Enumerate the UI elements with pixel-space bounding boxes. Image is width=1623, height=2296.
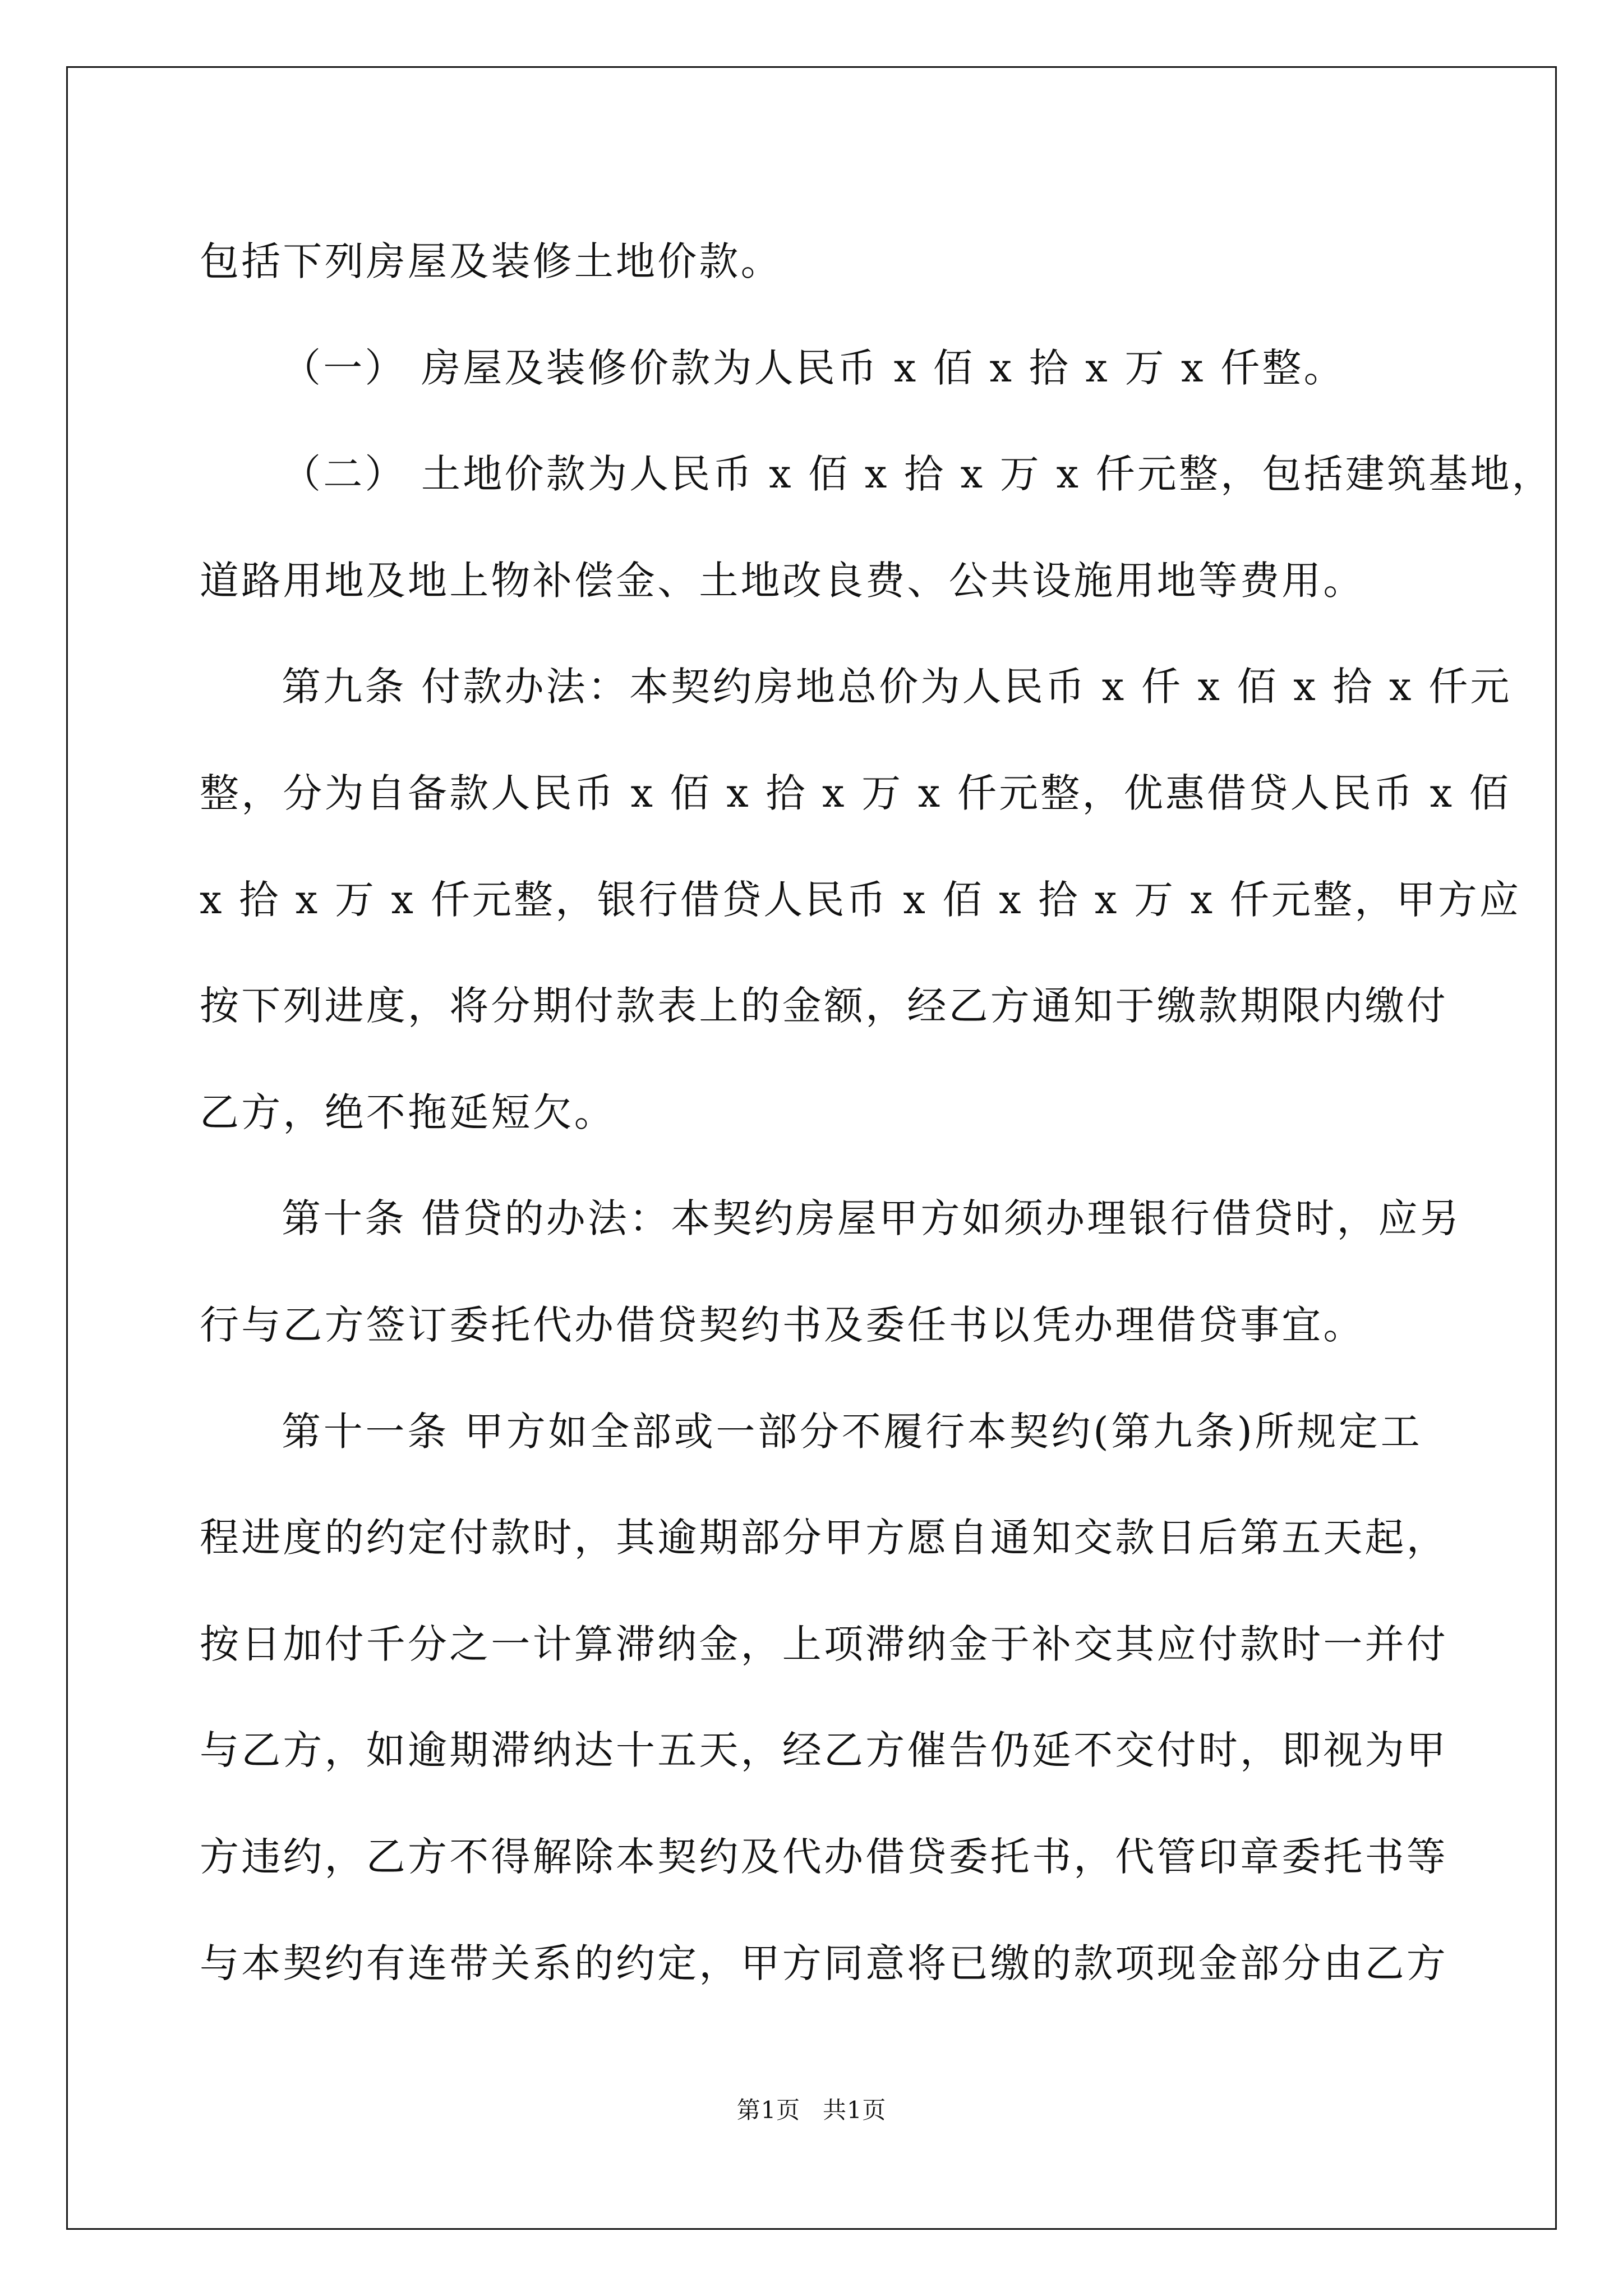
text-line: 程进度的约定付款时，其逾期部分甲方愿自通知交款日后第五天起， <box>200 1515 1448 1561</box>
document-body <box>200 209 1553 2017</box>
text-line: 道路用地及地上物补偿金、土地改良费、公共设施用地等费用。 <box>200 557 1365 604</box>
text-line: 行与乙方签订委托代办借贷契约书及委任书以凭办理借贷事宜。 <box>200 1301 1365 1348</box>
text-line: （二） 土地价款为人民币 x 佰 x 拾 x 万 x 仟元整，包括建筑基地， <box>282 451 1553 498</box>
text-line: 整，分为自备款人民币 x 佰 x 拾 x 万 x 仟元整，优惠借贷人民币 x 佰 <box>200 770 1511 816</box>
text-line: 乙方，绝不拖延短欠。 <box>200 1089 616 1135</box>
text-line: 与乙方，如逾期滞纳达十五天，经乙方催告仍延不交付时，即视为甲 <box>200 1727 1448 1774</box>
text-line: 第九条 付款办法：本契约房地总价为人民币 x 仟 x 佰 x 拾 x 仟元 <box>282 664 1512 710</box>
text-line: 与本契约有连带关系的约定，甲方同意将已缴的款项现金部分由乙方 <box>200 1940 1448 1986</box>
text-line: 第十条 借贷的办法：本契约房屋甲方如须办理银行借贷时，应另 <box>282 1195 1462 1242</box>
page-number-current: 第1页 <box>736 2096 800 2124</box>
text-line: （一） 房屋及装修价款为人民币 x 佰 x 拾 x 万 x 仟整。 <box>282 344 1345 391</box>
text-line: 方违约，乙方不得解除本契约及代办借贷委托书，代管印章委托书等 <box>200 1833 1448 1880</box>
text-line: 包括下列房屋及装修土地价款。 <box>200 238 782 284</box>
text-line: 按日加付千分之一计算滞纳金，上项滞纳金于补交其应付款时一并付 <box>200 1621 1448 1667</box>
page-footer <box>0 2093 1623 2127</box>
text-line: 按下列进度，将分期付款表上的金额，经乙方通知于缴款期限内缴付 <box>200 983 1448 1029</box>
text-line: 第十一条 甲方如全部或一部分不履行本契约(第九条)所规定工 <box>282 1408 1422 1455</box>
text-line: x 拾 x 万 x 仟元整，银行借贷人民币 x 佰 x 拾 x 万 x 仟元整，甲方应 <box>200 876 1521 923</box>
page-number-total: 共1页 <box>823 2096 887 2124</box>
